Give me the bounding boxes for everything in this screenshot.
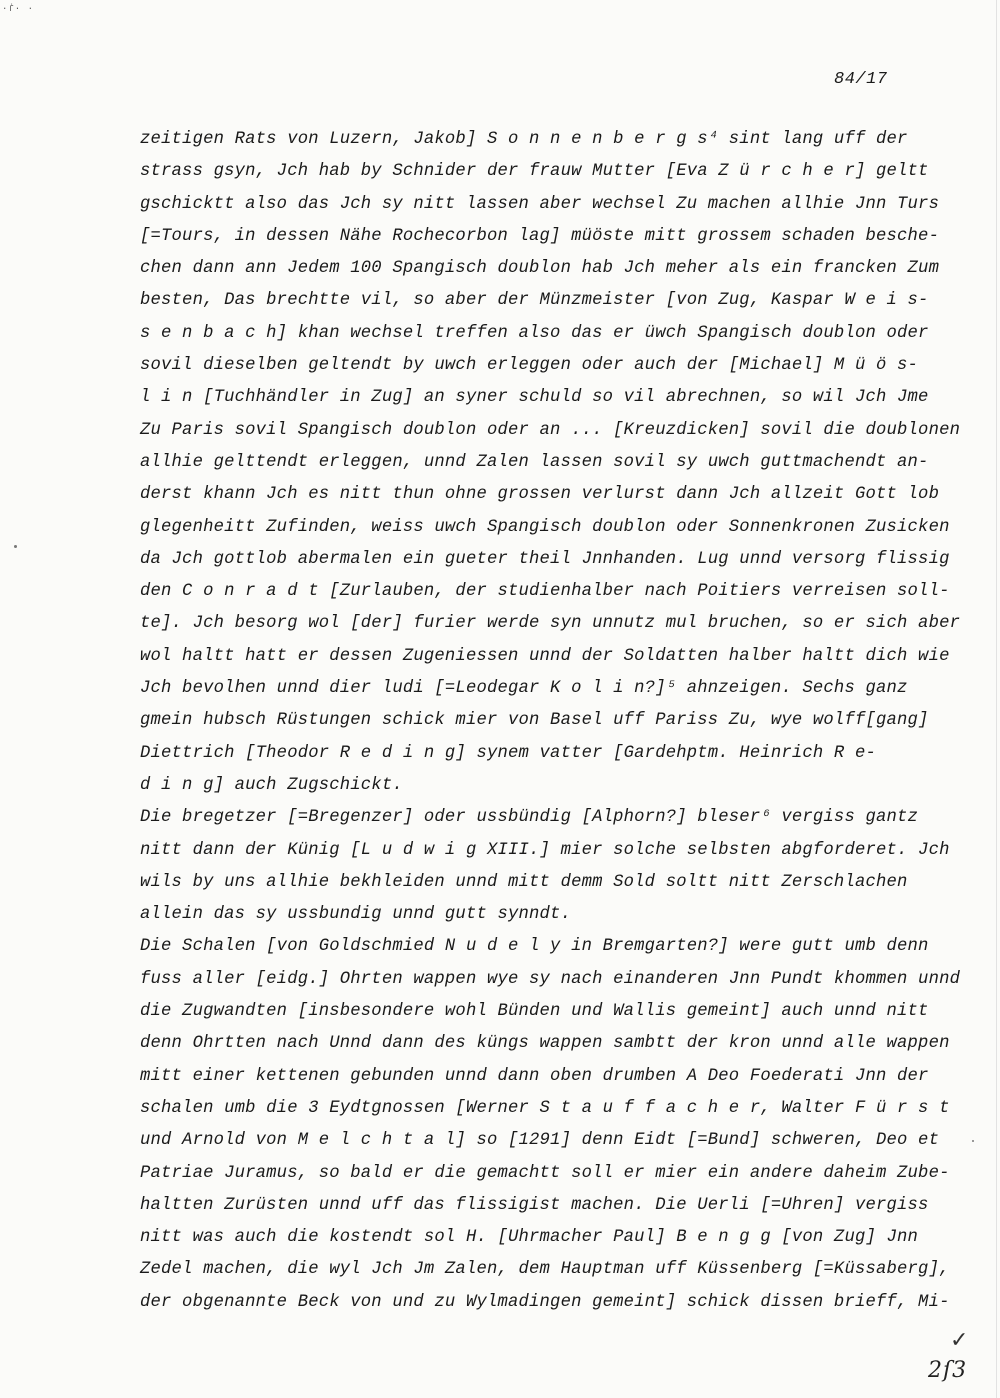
text-line: glegenheitt Zufinden, weiss uwch Spangisch doublon oder Sonnenkronen Zusicken (140, 517, 950, 537)
text-line: mitt einer kettenen gebunden unnd dann oben drumben A Deo Foederati Jnn der (140, 1066, 929, 1086)
text-line: s e n b a c h] khan wechsel treffen also das er üwch Spangisch doublon oder (140, 323, 929, 343)
text-line: nitt dann der Künig [L u d w i g XIII.] mier solche selbsten abgforderet. Jch (140, 840, 950, 860)
check-mark: ✓ (950, 1328, 969, 1353)
text-line: gschicktt also das Jch sy nitt lassen aber wechsel Zu machen allhie Jnn Turs (140, 194, 940, 214)
text-line: wol haltt hatt er dessen Zugeniessen unnd der Soldatten halber haltt dich wie (140, 646, 950, 666)
typed-transcription-body (140, 124, 961, 1319)
text-line: [=Tours, in dessen Nähe Rochecorbon lag] müöste mitt grossem schaden besche- (140, 226, 940, 246)
text-line: wils by uns allhie bekhleiden unnd mitt demm Sold soltt nitt Zerschlachen (140, 872, 908, 892)
text-line: te]. Jch besorg wol [der] furier werde syn unnutz mul bruchen, so er sich aber (140, 614, 961, 634)
text-line: fuss aller [eidg.] Ohrten wappen wye sy nach einanderen Jnn Pundt khommen unnd (140, 969, 961, 989)
text-line: allhie gelttendt erleggen, unnd Zalen lassen sovil sy uwch guttmachendt an- (140, 452, 929, 472)
text-line: da Jch gottlob abermalen ein gueter theil Jnnhanden. Lug unnd versorg flissig (140, 549, 950, 569)
text-line: allein das sy ussbundig unnd gutt synndt. (140, 905, 572, 925)
text-line: besten, Das brechtte vil, so aber der Münzmeister [von Zug, Kaspar W e i s- (140, 291, 929, 311)
text-line: strass gsyn, Jch hab by Schnider der frauw Mutter [Eva Z ü r c h e r] geltt (140, 162, 929, 182)
text-line: Die Schalen [von Goldschmied N u d e l y in Bremgarten?] were gutt umb denn (140, 937, 929, 957)
margin-speck (14, 545, 17, 548)
text-line: der obgenannte Beck von und zu Wylmadingen gemeint] schick dissen brieff, Mi- (140, 1292, 950, 1312)
text-line: haltten Zurüsten unnd uff das flissigist machen. Die Uerli [=Uhren] vergiss (140, 1195, 929, 1215)
text-line: Patriae Juramus, so bald er die gemachtt soll er mier ein andere daheim Zube- (140, 1163, 950, 1183)
text-line: denn Ohrtten nach Unnd dann des küngs wappen sambtt der kron unnd alle wappen (140, 1034, 950, 1054)
text-line: Diettrich [Theodor R e d i n g] synem vatter [Gardehptm. Heinrich R e- (140, 743, 876, 763)
folio-number: 2ſ3 (928, 1358, 968, 1383)
text-line: den C o n r a d t [Zurlauben, der studienhalber nach Poitiers verreisen soll- (140, 582, 950, 602)
text-line: Jch bevolhen unnd dier ludi [=Leodegar K o l i n?]⁵ ahnzeigen. Sechs ganz (140, 679, 908, 699)
margin-speck-right (972, 1140, 974, 1142)
text-line: nitt was auch die kostendt sol H. [Uhrmacher Paul] B e n g g [von Zug] Jnn (140, 1228, 919, 1248)
text-line: sovil dieselben geltendt by uwch erleggen oder auch der [Michael] M ü ö s- (140, 356, 919, 376)
text-line: gmein hubsch Rüstungen schick mier von Basel uff Pariss Zu, wye wolff[gang] (140, 711, 929, 731)
page-edge-rule (996, 0, 997, 1398)
text-line: d i n g] auch Zugschickt. (140, 775, 403, 795)
text-line: chen dann ann Jedem 100 Spangisch doublon hab Jch meher als ein francken Zum (140, 259, 940, 279)
text-line: schalen umb die 3 Eydtgnossen [Werner S t a u f f a c h e r, Walter F ü r s t (140, 1098, 950, 1118)
text-line: die Zugwandten [insbesondere wohl Bünden und Wallis gemeint] auch unnd nitt (140, 1002, 929, 1022)
page-number: 84/17 (834, 70, 888, 89)
text-line: l i n [Tuchhändler in Zug] an syner schuld so vil abrechnen, so wil Jch Jme (140, 388, 929, 408)
text-line: zeitigen Rats von Luzern, Jakob] S o n n e n b e r g s⁴ sint lang uff der (140, 130, 908, 149)
text-line: Zu Paris sovil Spangisch doublon oder an ... [Kreuzdicken] sovil die doublonen (140, 420, 961, 440)
text-line: derst khann Jch es nitt thun ohne grossen verlurst dann Jch allzeit Gott lob (140, 485, 940, 505)
corner-mark: ·ẛ· · (2, 4, 35, 14)
text-line: und Arnold von M e l c h t a l] so [1291] denn Eidt [=Bund] schweren, Deo et (140, 1131, 940, 1151)
text-line: Die bregetzer [=Bregenzer] oder ussbündig [Alphorn?] bleser⁶ vergiss gantz (140, 808, 919, 828)
text-line: Zedel machen, die wyl Jch Jm Zalen, dem Hauptman uff Küssenberg [=Küssaberg], (140, 1260, 950, 1280)
